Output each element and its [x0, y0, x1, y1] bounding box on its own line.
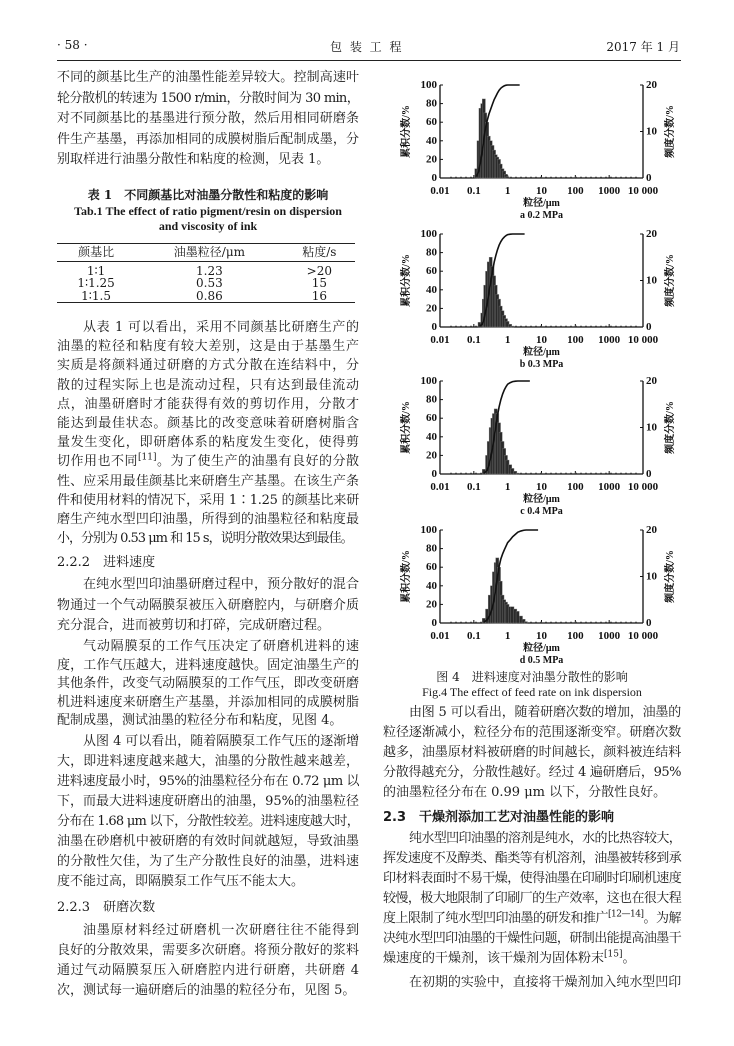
x-tick-label: 0.01 [430, 481, 450, 493]
y-tick-label: 0 [431, 617, 437, 629]
journal-name: 包 装 工 程 [330, 40, 404, 54]
text-line: 决纯水型凹印油墨的干燥性问题，研制出能提高油墨干 [383, 931, 681, 946]
x-tick-label: 100 [567, 481, 584, 493]
text-line: 点，油墨研磨时才能获得有效的剪切作用，分散才 [57, 396, 359, 412]
x-tick-label: 1000 [598, 481, 621, 493]
text-line: 良好的分散效果，需要多次研磨。将预分散好的浆料 [57, 943, 359, 958]
text-line: 其他条件，改变气动隔膜泵的工作气压，即改变研磨 [57, 676, 359, 691]
x-axis-label: 粒径/μm [523, 494, 560, 505]
text-line: 度，工作气压越大，进料速度越快。固定油墨生产的 [57, 657, 359, 673]
section-heading-2-3: 2.3 干燥剂添加工艺对油墨性能的影响 [383, 810, 615, 825]
y-tick-label: 40 [426, 134, 437, 147]
x-tick-label: 10 [536, 334, 547, 346]
text-line: 纯水型凹印油墨的溶剂是纯水，水的比热容较大， [409, 831, 681, 846]
x-tick-label: 0.1 [466, 481, 481, 493]
table-cell: 16 [311, 288, 327, 303]
histogram-bar [524, 622, 527, 623]
y-tick-label: 80 [426, 393, 437, 406]
y2-axis-label: 频度分数/% [665, 254, 676, 307]
text-line: 性、应采用最佳颜基比来研磨生产基墨。在该生产条 [57, 473, 359, 489]
text-line: 在纯水型凹印油墨研磨过程中，预分散好的混合 [83, 577, 359, 592]
paragraph [57, 921, 359, 1001]
x-tick-label: 1000 [598, 185, 621, 197]
paragraph [383, 829, 681, 969]
y-tick-label: 60 [426, 561, 437, 574]
table-caption-cn: 表 1 不同颜基比对油墨分散性和粘度的影响 [87, 188, 329, 202]
text-line: 从图 4 可以看出，随着隔膜泵工作气压的逐渐增 [83, 734, 359, 749]
text-line: 度不能过高，即隔膜泵工作气压不能太大。 [57, 874, 305, 889]
text-line: 由图 5 可以看出，随着研磨次数的增加，油墨的 [409, 705, 681, 720]
chart-c [395, 369, 695, 519]
text-line: 能达到最佳状态。颜基比的改变意味着研磨树脂含 [57, 416, 359, 432]
y-axis-label: 累积分数/% [401, 401, 412, 454]
histogram-bar [516, 473, 519, 474]
chart-d [395, 518, 695, 668]
text-line: 散的过程实际上也是流动过程，只有达到最佳流动 [57, 377, 359, 393]
issue-date: 2017 年 1 月 [606, 40, 680, 54]
table-cell: 15 [311, 276, 327, 290]
y-tick-label: 60 [426, 116, 437, 129]
text-line: 别取样进行油墨分散性和粘度的检测，见表 1。 [57, 152, 330, 167]
y2-tick-label: 20 [646, 228, 657, 240]
x-tick-label: 1000 [598, 630, 621, 642]
y2-tick-label: 20 [646, 524, 657, 536]
paragraph [57, 68, 359, 171]
table-row [57, 290, 355, 303]
x-tick-label: 10 000 [627, 630, 659, 642]
x-tick-label: 10 [536, 630, 547, 642]
section-heading-2-2-2: 2.2.2 进料速度 [57, 555, 156, 570]
y-tick-label: 80 [426, 97, 437, 110]
table-cell: 0.53 [196, 276, 223, 290]
x-tick-label: 10 000 [627, 185, 659, 197]
table-cell: >20 [306, 263, 332, 278]
text-line: 燥速度的干燥剂，该干燥剂为固体粉末[15]。 [383, 949, 636, 966]
y2-tick-label: 10 [646, 274, 657, 287]
chart-a [395, 73, 695, 223]
text-line: 油墨原材料经过研磨机一次研磨往往不能得到 [83, 923, 359, 938]
text-line: 次，测试每一遍研磨后的油墨的粒径分布，见图 5。 [57, 983, 356, 998]
y-tick-label: 20 [426, 598, 437, 611]
text-line: 气动隔膜泵的工作气压决定了研磨机进料的速 [83, 639, 359, 654]
x-tick-label: 10 000 [627, 334, 659, 346]
y2-axis-label: 频度分数/% [665, 105, 676, 158]
chart-subtitle: b 0.3 MPa [519, 359, 564, 370]
data-table [57, 243, 355, 303]
y2-tick-label: 20 [646, 79, 657, 91]
x-axis-label: 粒径/μm [523, 198, 560, 209]
table-header-row [57, 244, 355, 262]
chart-subtitle: c 0.4 MPa [520, 506, 563, 517]
text-line: 件生产基墨，再添加相同的成膜树脂后配制成墨，分 [57, 131, 359, 147]
x-tick-label: 10 [536, 481, 547, 493]
table-cell: 1∶1 [86, 263, 106, 278]
text-line: 机进料速度来研磨生产基墨，并添加相同的成膜树脂 [57, 694, 359, 710]
x-tick-label: 0.01 [430, 185, 450, 197]
text-line: 件和使用材料的情况下，采用 1∶1.25 的颜基比来研 [57, 492, 359, 508]
histogram-bar [506, 177, 509, 178]
table-cell: 1∶1.5 [81, 288, 111, 303]
text-line: 磨生产纯水型凹印油墨，所得到的油墨粒径和粘度最 [57, 512, 359, 528]
y2-tick-label: 10 [646, 570, 657, 583]
text-line: 实质是将颜料通过研磨的方式分散在连结料中，分 [57, 358, 359, 374]
text-line: 轮分散机的转速为 1500 r/min，分散时间为 30 min， [57, 90, 359, 106]
y-tick-label: 60 [426, 265, 437, 278]
text-line: 充分混合，进而被剪切和打碎，完成研磨过程。 [57, 618, 331, 633]
x-tick-label: 0.01 [430, 334, 450, 346]
x-tick-label: 10 000 [627, 481, 659, 493]
paragraph [383, 973, 681, 993]
figure-caption-cn: 图 4 进料速度对油墨分散性的影响 [436, 670, 628, 684]
page-number: · 58 · [57, 38, 88, 52]
text-line: 不同的颜基比生产的油墨性能差异较大。控制高速叶 [57, 70, 359, 85]
y-tick-label: 100 [420, 375, 437, 387]
x-tick-label: 1 [504, 185, 511, 197]
text-line: 通过气动隔膜泵压入研磨腔内进行研磨，共研磨 4 [57, 963, 359, 978]
text-line: 的分散性欠佳，为了生产分散性良好的油墨，进料速 [57, 854, 359, 869]
section-heading-2-2-3: 2.2.3 研磨次数 [57, 900, 156, 915]
x-tick-label: 10 [536, 185, 547, 197]
text-line: 从表 1 可以看出，采用不同颜基比研磨生产的 [83, 320, 359, 335]
paragraph [57, 575, 359, 637]
y-tick-label: 20 [426, 449, 437, 462]
y-tick-label: 40 [426, 579, 437, 592]
y2-tick-label: 10 [646, 421, 657, 434]
y-tick-label: 0 [431, 321, 437, 333]
text-line: 在初期的实验中，直接将干燥剂加入纯水型凹印 [409, 975, 681, 990]
y-tick-label: 60 [426, 412, 437, 425]
paragraph [383, 703, 681, 803]
column-header: 颜基比 [78, 245, 115, 259]
y2-tick-label: 0 [646, 468, 652, 480]
table-row [57, 261, 355, 277]
text-line: 印材料表面时不易干燥，使得油墨在印刷时印刷机速度 [383, 871, 681, 886]
table-row [57, 277, 355, 290]
y-tick-label: 80 [426, 246, 437, 259]
y-axis-label: 累积分数/% [401, 550, 412, 603]
y-tick-label: 100 [420, 79, 437, 91]
y2-tick-label: 20 [646, 375, 657, 387]
paragraph [57, 732, 359, 892]
text-line: 油墨在砂磨机中被研磨的有效时间就越短，导致油墨 [57, 834, 359, 849]
histogram-bar [511, 326, 514, 327]
text-line: 切作用也不同[11]。为了使生产的油墨有良好的分散 [57, 453, 359, 470]
text-line: 较慢，极大地限制了印刷厂的生产效率，这也在很大程 [383, 891, 681, 906]
chart-subtitle: d 0.5 MPa [519, 655, 564, 666]
text-line: 对不同颜基比的基墨进行预分散，然后用相同研磨条 [57, 111, 359, 126]
column-header: 油墨粒径/μm [173, 245, 246, 259]
text-line: 配制成墨，测试油墨的粒径分布和粘度，见图 4。 [57, 713, 343, 728]
text-line: 下，而最大进料速度研磨出的油墨，95%的油墨粒径 [57, 794, 359, 809]
x-tick-label: 100 [567, 185, 584, 197]
citation: [12—14] [608, 909, 644, 920]
y-tick-label: 0 [431, 468, 437, 480]
text-line: 进料速度最小时，95%的油墨粒径分布在 0.72 μm 以 [57, 774, 359, 789]
text-line: 小，分别为 0.53 μm 和 15 s，说明分散效果达到最佳。 [57, 531, 353, 547]
figure-caption-en: Fig.4 The effect of feed rate on ink dispersion [422, 685, 642, 699]
y-tick-label: 100 [420, 228, 437, 240]
y2-tick-label: 0 [646, 617, 652, 629]
text-line: 物通过一个气动隔膜泵被压入研磨腔内，与研磨介质 [57, 597, 359, 613]
text-line: 大，即进料速度越来越大，油墨的分散性越来越差， [57, 754, 359, 769]
histogram-bar [516, 611, 519, 623]
y-axis-label: 累积分数/% [401, 105, 412, 158]
x-tick-label: 0.1 [466, 630, 481, 642]
y-tick-label: 40 [426, 430, 437, 443]
y-tick-label: 20 [426, 302, 437, 315]
y-tick-label: 40 [426, 283, 437, 296]
x-axis-label: 粒径/μm [523, 347, 560, 358]
table-cell: 0.86 [196, 288, 223, 303]
x-tick-label: 0.01 [430, 630, 450, 642]
citation: [15] [604, 949, 623, 960]
text-line: 量发生变化，即研磨体系的粘度发生变化，使得剪 [57, 435, 359, 451]
text-line: 粒径逐渐减小，粒径分布的范围逐渐变窄。研磨次数 [383, 725, 681, 740]
text-line: 挥发速度不及醇类、酯类等有机溶剂，油墨被转移到承 [383, 851, 681, 866]
text-line: 分布在 1.68 μm 以下，分散性较差。进料速度越大时， [57, 814, 359, 829]
y-tick-label: 80 [426, 542, 437, 555]
x-tick-label: 1 [504, 334, 511, 346]
table-cell: 1.23 [196, 263, 223, 278]
x-tick-label: 100 [567, 630, 584, 642]
x-axis-label: 粒径/μm [523, 643, 560, 654]
y2-axis-label: 频度分数/% [665, 401, 676, 454]
chart-subtitle: a 0.2 MPa [519, 210, 564, 221]
paragraph [57, 318, 359, 548]
citation: [11] [138, 453, 157, 464]
y-tick-label: 0 [431, 172, 437, 184]
x-tick-label: 0.1 [466, 185, 481, 197]
text-line: 的油墨粒径分布在 0.99 μm 以下，分散性良好。 [383, 785, 667, 800]
header-rule [57, 60, 681, 61]
text-line: 度上限制了纯水型凹印油墨的研发和推广[12—14]。为解 [383, 909, 681, 926]
x-tick-label: 0.1 [466, 334, 481, 346]
y2-axis-label: 频度分数/% [665, 550, 676, 603]
x-tick-label: 1000 [598, 334, 621, 346]
y-tick-label: 20 [426, 153, 437, 166]
y-axis-label: 累积分数/% [401, 254, 412, 307]
y2-tick-label: 0 [646, 321, 652, 333]
x-tick-label: 1 [504, 481, 511, 493]
paragraph [57, 638, 359, 731]
table-cell: 1∶1.25 [77, 276, 115, 290]
text-line: 越多，油墨原材料被研磨的时间越长，颜料被连结料 [383, 745, 681, 760]
y2-tick-label: 0 [646, 172, 652, 184]
y2-tick-label: 10 [646, 125, 657, 138]
x-tick-label: 1 [504, 630, 511, 642]
chart-b [395, 222, 695, 372]
table-caption-en: Tab.1 The effect of ratio pigment/resin on dispersion and viscosity of ink [74, 204, 342, 233]
text-line: 分散得越充分，分散性越好。经过 4 遍研磨后，95% [383, 765, 681, 780]
x-tick-label: 100 [567, 334, 584, 346]
text-line: 油墨的粒径和粘度有较大差别，这是由于基墨生产 [57, 339, 359, 355]
y-tick-label: 100 [420, 524, 437, 536]
column-header: 粘度/s [302, 245, 337, 259]
